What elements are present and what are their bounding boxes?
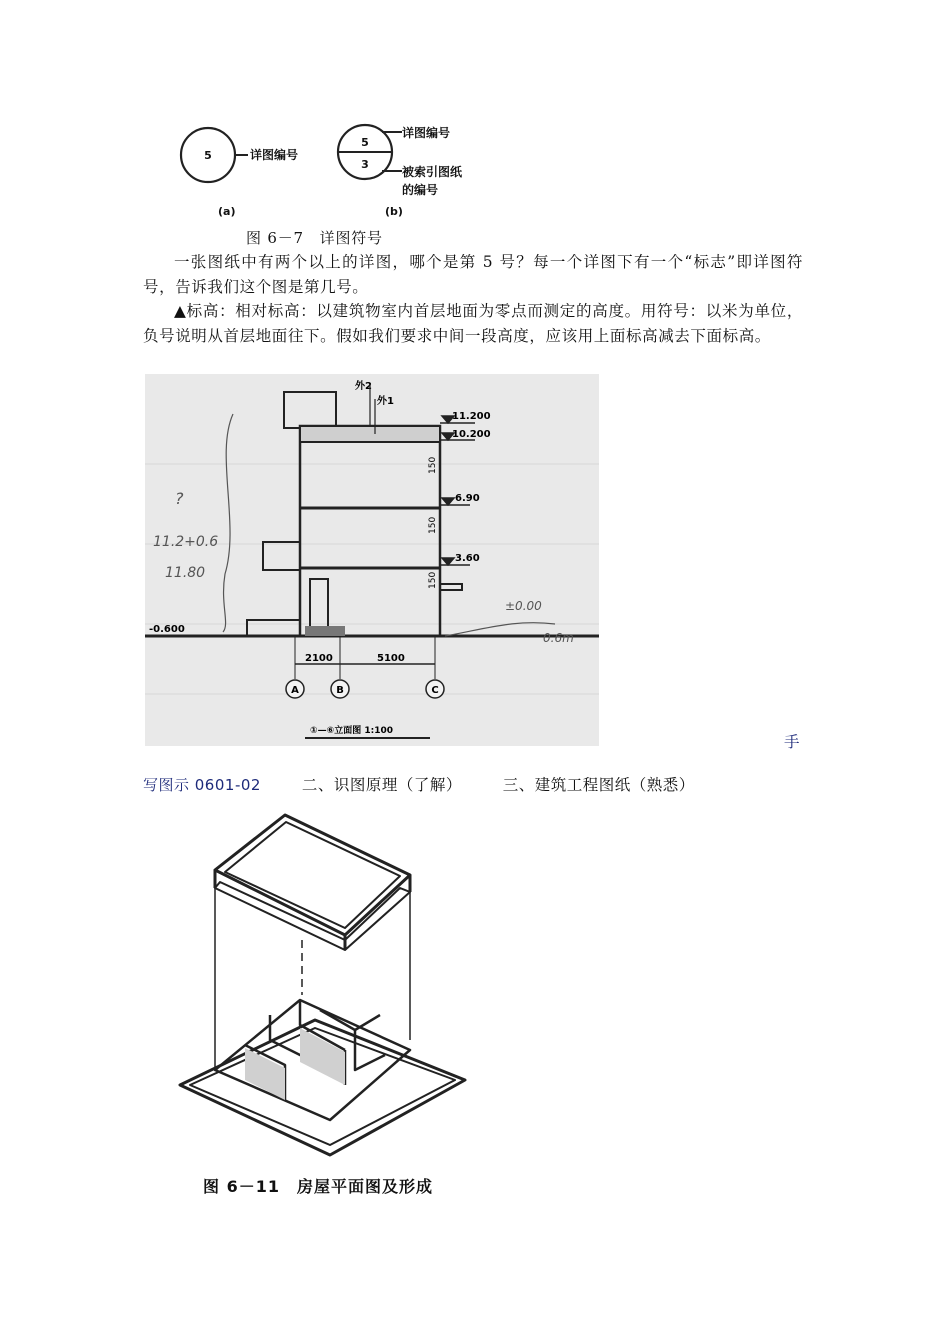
axis-label-b: B (336, 685, 344, 696)
entrance-steps (305, 626, 345, 636)
axis-label-c: C (431, 685, 439, 696)
detail-b-label-bottom-1: 被索引图纸 (402, 165, 463, 179)
figure-6-7-detail-symbols (170, 118, 500, 228)
elev-11200: 11.200 (452, 411, 491, 422)
handwritten-question: ? (175, 489, 184, 508)
label-wai2: 外2 (355, 381, 372, 392)
detail-a-number: 5 (204, 149, 212, 162)
elevation-drawing (145, 374, 599, 746)
axis-label-a: A (291, 685, 299, 696)
dim-150-a: 150 (428, 456, 438, 474)
detail-b-bottom-number: 3 (361, 158, 369, 171)
paragraph-detail-number: 一张图纸中有两个以上的详图，哪个是第 5 号？每一个详图下有一个“标志”即详图符号，告诉我们这个图是第几号。 (143, 253, 803, 296)
detail-b-caption: (b) (385, 205, 403, 218)
handwritten-zero: ±0.00 (505, 599, 542, 613)
figure-6-7-caption: 图 6－7 详图符号 (246, 229, 383, 247)
handwritten-offset: 0.6m (543, 631, 574, 645)
dim-150-c: 150 (428, 571, 438, 589)
handwritten-sum: 11.2+0.6 (153, 534, 219, 550)
figure-6-11-caption: 图 6－11 房屋平面图及形成 (203, 1177, 433, 1196)
figure-6-11-isometric (170, 800, 480, 1210)
roof-underside (215, 882, 410, 950)
section-3-heading: 三、建筑工程图纸（熟悉） (502, 776, 695, 794)
dim-5100: 5100 (377, 653, 405, 664)
elev-690: 6.90 (455, 493, 480, 504)
label-wai1: 外1 (377, 396, 394, 407)
detail-a-label: 详图编号 (250, 148, 299, 162)
dim-2100: 2100 (305, 653, 333, 664)
handwritten-link[interactable]: 写图示 0601-02 (143, 776, 261, 794)
dim-150-b: 150 (428, 516, 438, 534)
detail-b-label-bottom-2: 的编号 (402, 183, 439, 197)
elev-360: 3.60 (455, 553, 480, 564)
caption-line (143, 773, 695, 795)
handwritten-link-start[interactable]: 手 (784, 733, 800, 751)
elevation-title: ①—⑥立面图 1:100 (310, 726, 394, 736)
elev-10200: 10.200 (452, 429, 491, 440)
parapet (300, 426, 440, 442)
elev-neg-600: -0.600 (149, 624, 185, 635)
detail-a-caption: (a) (218, 205, 236, 218)
handwritten-result: 11.80 (165, 565, 206, 581)
section-2-heading: 二、识图原理（了解） (301, 776, 462, 794)
paragraph-elevation: ▲标高：相对标高：以建筑物室内首层地面为零点而测定的高度。用符号：以米为单位，负号说明从首层地面往下。假如我们要求中间一段高度，应该用上面标高减去下面标高。 (143, 302, 803, 345)
detail-b-label-top: 详图编号 (402, 126, 451, 140)
detail-b-top-number: 5 (361, 136, 369, 149)
